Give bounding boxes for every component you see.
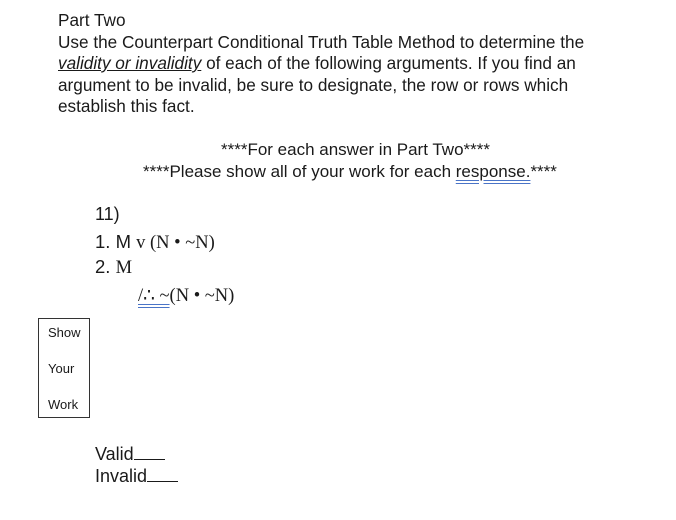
- valid-label: Valid: [95, 444, 134, 464]
- notice-line-2-suffix: ****: [530, 162, 557, 181]
- invalid-label: Invalid: [95, 466, 148, 486]
- instructions-block: [58, 10, 658, 118]
- valid-answer-row: [95, 443, 165, 465]
- show-work-line-1: Show: [48, 325, 81, 340]
- valid-blank[interactable]: [134, 445, 165, 460]
- conclusion-marker: /∴ ~: [138, 286, 170, 306]
- problem-number: 11): [95, 204, 120, 224]
- notice-line-2: [143, 161, 557, 183]
- show-work-box: [38, 318, 90, 418]
- show-work-line-2: Your: [48, 361, 75, 376]
- invalid-answer-row: [95, 465, 178, 487]
- premise-2: [95, 254, 132, 281]
- instructions-line-3: argument to be invalid, be sure to designate, the row or rows which: [58, 74, 569, 95]
- validity-emphasis: validity or invalidity: [58, 53, 202, 73]
- instructions-line-4: establish this fact.: [58, 96, 195, 116]
- premise-2-label: 2.: [95, 256, 116, 277]
- notice-line-1: ****For each answer in Part Two****: [221, 140, 490, 159]
- notice-line-2-prefix: ****Please show all of your work for each: [143, 162, 456, 181]
- show-work-line-3: Work: [48, 397, 79, 412]
- instructions-line-2-rest: of each of the following arguments. If you find an: [201, 53, 576, 73]
- instructions-line-1: Use the Counterpart Conditional Truth Table Method to determine the: [58, 31, 585, 52]
- conclusion-formula: (N • ~N): [169, 286, 235, 306]
- premise-1-label: 1. M: [95, 231, 131, 252]
- premise-1: [95, 229, 215, 256]
- conclusion: [138, 284, 234, 309]
- notice-response-word: response.: [455, 162, 531, 181]
- premise-2-formula: M: [115, 258, 133, 278]
- part-title: Part Two: [58, 10, 126, 30]
- premise-1-formula: v (N • ~N): [136, 233, 215, 253]
- invalid-blank[interactable]: [147, 467, 178, 482]
- instructions-line-2: [58, 53, 658, 75]
